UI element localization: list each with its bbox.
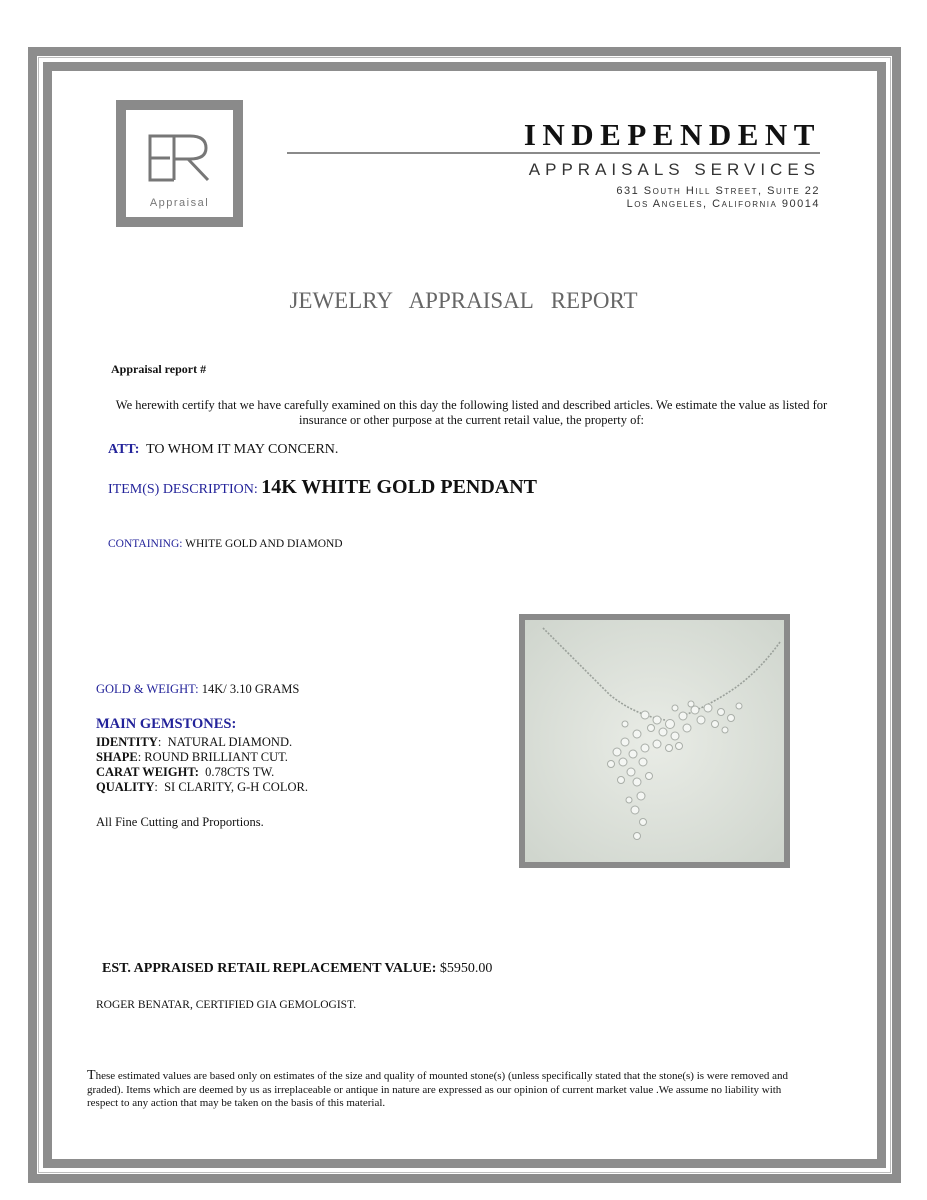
quality-value: SI CLARITY, G-H COLOR.	[164, 780, 308, 794]
main-gemstones-heading: MAIN GEMSTONES:	[96, 716, 237, 732]
report-title: JEWELRY APPRAISAL REPORT	[289, 288, 638, 313]
logo-wordmark: Appraisal	[149, 197, 210, 209]
item-description	[108, 476, 537, 499]
er-monogram-icon	[144, 132, 216, 184]
quality-line: QUALITY: SI CLARITY, G-H COLOR.	[96, 780, 308, 794]
att-value: TO WHOM IT MAY CONCERN.	[146, 442, 339, 457]
item-description-value: 14K WHITE GOLD PENDANT	[261, 476, 538, 498]
address-line-1: 631 South Hill Street, Suite 22	[616, 185, 820, 197]
gold-weight-value: 14K/ 3.10 GRAMS	[201, 682, 300, 696]
header-rule	[287, 152, 820, 154]
gold-weight-line	[96, 682, 299, 697]
att-line	[108, 442, 338, 458]
company-name: INDEPENDENT	[523, 117, 821, 152]
certification-text: We herewith certify that we have carefully examined on this day the following listed and described articles. We estimate the value as listed for insurance or other purpose at the current retail value, the property of:	[115, 398, 828, 427]
identity-line: IDENTITY: NATURAL DIAMOND.	[96, 735, 293, 749]
carat-label: CARAT WEIGHT:	[96, 765, 199, 779]
carat-line	[96, 765, 274, 780]
valuation-label: EST. APPRAISED RETAIL REPLACEMENT VALUE:	[102, 961, 437, 976]
disclaimer-first-letter: T	[87, 1068, 96, 1083]
containing-label: CONTAINING:	[108, 538, 183, 550]
address-line-2: Los Angeles, California 90014	[626, 198, 820, 210]
containing-value: WHITE GOLD AND DIAMOND	[185, 538, 343, 550]
att-label: ATT:	[108, 442, 140, 457]
company-subtitle: APPRAISALS SERVICES	[528, 160, 820, 179]
item-description-label: ITEM(S) DESCRIPTION:	[108, 482, 258, 497]
pendant-photo	[519, 614, 790, 868]
company-logo	[116, 100, 243, 227]
shape-value: ROUND BRILLIANT CUT.	[144, 750, 288, 764]
report-number-label: Appraisal report #	[111, 362, 207, 376]
carat-value: 0.78CTS TW.	[205, 765, 275, 779]
identity-value: NATURAL DIAMOND.	[167, 735, 293, 749]
shape-line: SHAPE: ROUND BRILLIANT CUT.	[96, 750, 288, 764]
diamond-pendant-image	[525, 620, 784, 862]
valuation-value: $5950.00	[439, 961, 493, 976]
gold-weight-label: GOLD & WEIGHT:	[96, 682, 199, 696]
quality-label: QUALITY	[96, 780, 155, 794]
shape-label: SHAPE	[96, 750, 138, 764]
cutting-note: All Fine Cutting and Proportions.	[96, 815, 264, 829]
disclaimer-body: hese estimated values are based only on estimates of the size and quality of mounted stone(s) (unless specifically stated that the stone(s) is were removed and graded). Items which are deemed by us as irreplaceable or antique in nature are expressed as our opinion of current market value .We assume no liability with respect to any action that may be taken on the basis of this material.	[87, 1070, 789, 1109]
valuation-line	[102, 961, 492, 977]
disclaimer-text	[87, 1069, 792, 1111]
containing-line	[108, 538, 343, 550]
identity-label: IDENTITY	[96, 735, 158, 749]
signer-line: ROGER BENATAR, CERTIFIED GIA GEMOLOGIST.	[96, 999, 357, 1011]
